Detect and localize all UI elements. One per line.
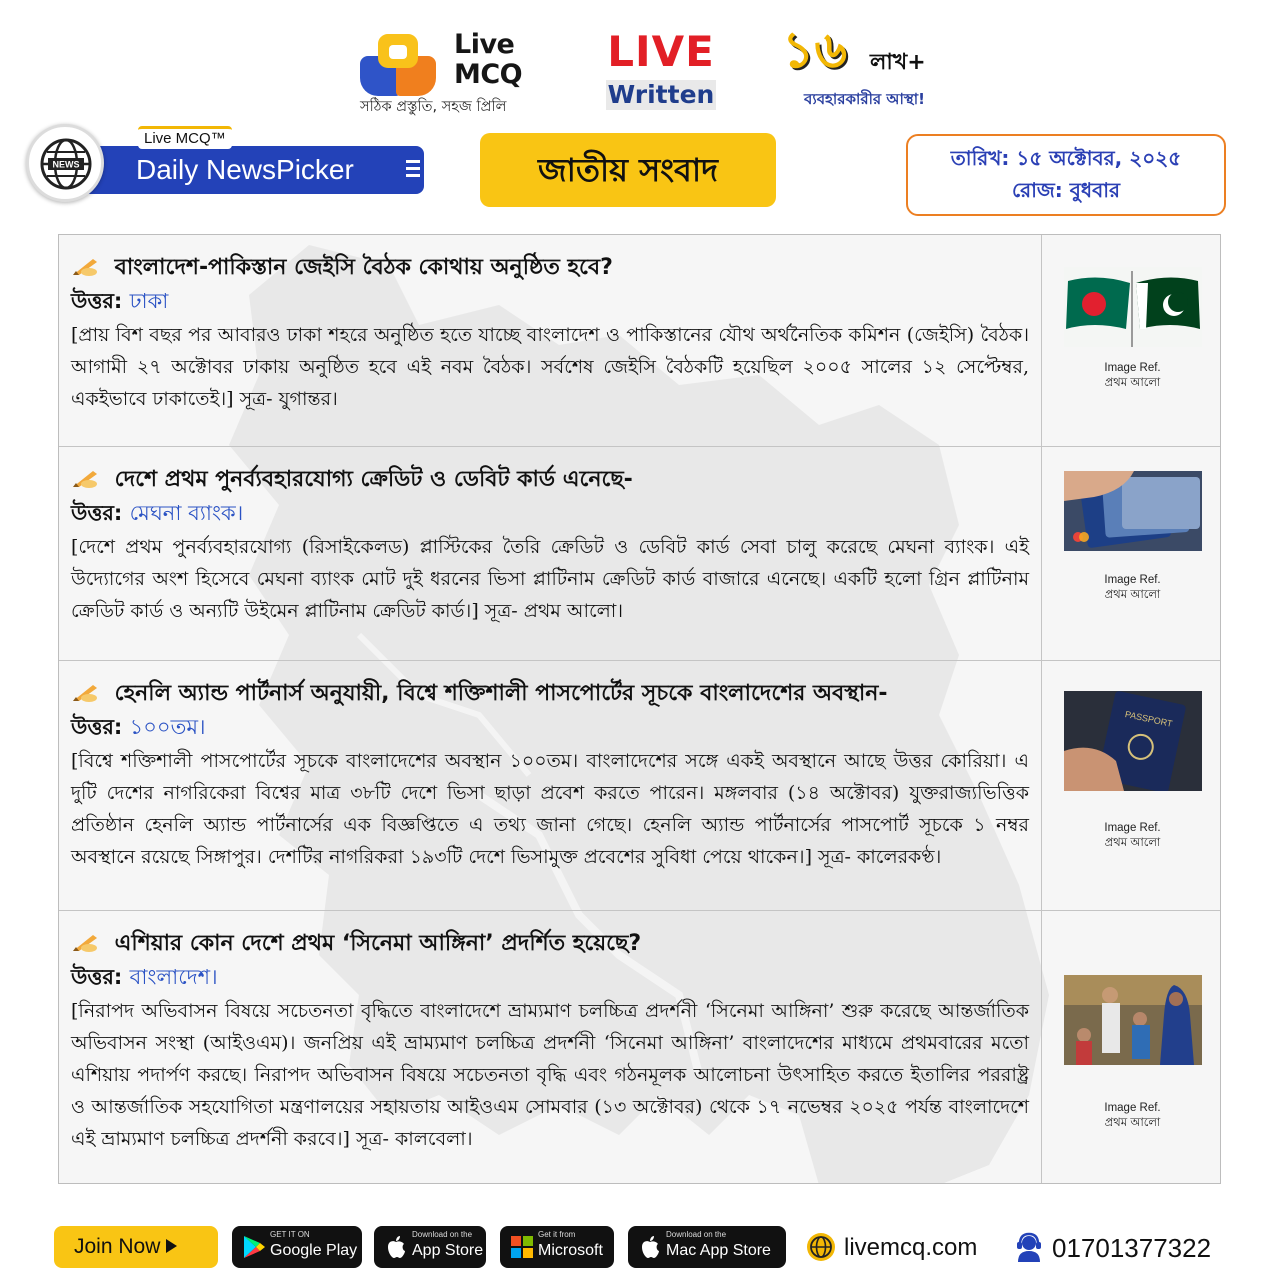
image-ref: Image Ref. প্রথম আলো bbox=[1104, 822, 1161, 849]
brand-logo bbox=[356, 28, 546, 118]
newspicker-title: Daily NewsPicker bbox=[136, 154, 354, 185]
image-ref: Image Ref. প্রথম আলো bbox=[1104, 362, 1161, 389]
website-link[interactable]: livemcq.com bbox=[806, 1228, 977, 1268]
news-question: দেশে প্রথম পুনর্ব্যবহারযোগ্য ক্রেডিট ও ডেবিট কার্ড এনেছে- bbox=[71, 463, 1029, 497]
cards-image bbox=[1064, 471, 1202, 551]
passport-cover-text: PASSPORT bbox=[1124, 709, 1174, 729]
user-count-subtitle: ব্যবহারকারীর আস্থা! bbox=[804, 90, 926, 108]
flags-image bbox=[1064, 267, 1202, 347]
brand-tagline: সঠিক প্রস্তুতি, সহজ প্রিলি bbox=[360, 99, 507, 115]
news-answer: উত্তর: ঢাকা bbox=[71, 289, 169, 313]
news-question: হেনলি অ্যান্ড পার্টনার্স অনুযায়ী, বিশ্বে শক্তিশালী পাসপোর্টের সূচকে বাংলাদেশের অবস্থান- bbox=[71, 677, 1029, 711]
news-item bbox=[59, 911, 1221, 1184]
play-arrow-icon bbox=[166, 1239, 177, 1253]
news-item bbox=[59, 661, 1221, 911]
news-question: বাংলাদেশ-পাকিস্তান জেইসি বৈঠক কোথায় অনুষ্ঠিত হবে? bbox=[71, 251, 1029, 285]
apple-icon bbox=[383, 1234, 409, 1260]
news-detail: [দেশে প্রথম পুনর্ব্যবহারযোগ্য (রিসাইকেলড) প্লাস্টিকের তৈরি ক্রেডিট ও ডেবিট কার্ড সেবা চালু করেছে মেঘনা ব্যাংক। এই উদ্যোগের অংশ হিসেবে মেঘনা ব্যাংক মোট দুই ধরনের ভিসা প্লাটিনাম ক্রেডিট কার্ড বাজারে এনেছে। একটি হলো গ্রিন প্লাটিনাম ক্রেডিট কার্ড ও অন্যটি উইমেন প্লাটিনাম ক্রেডিট কার্ড।] সূত্র- প্রথম আলো। bbox=[71, 536, 1029, 622]
writing-hand-icon bbox=[71, 467, 99, 489]
passport-image bbox=[1064, 691, 1202, 791]
live-written-badge bbox=[606, 27, 716, 112]
user-count-suffix: লাখ+ bbox=[870, 50, 926, 75]
phone-contact[interactable]: 01701377322 bbox=[1014, 1228, 1211, 1268]
writing-hand-icon bbox=[71, 681, 99, 703]
microsoft-icon bbox=[509, 1234, 535, 1260]
news-answer-value: মেঘনা ব্যাংক। bbox=[129, 501, 244, 525]
mac-app-store-button[interactable]: Download on the Mac App Store bbox=[628, 1226, 786, 1268]
image-ref: Image Ref. প্রথম আলো bbox=[1104, 574, 1161, 601]
google-play-icon bbox=[241, 1234, 267, 1260]
footer bbox=[0, 1222, 1280, 1272]
daily-newspicker-logo bbox=[26, 124, 406, 208]
news-question: এশিয়ার কোন দেশে প্রথম ‘সিনেমা আঙ্গিনা’ প্রদর্শিত হয়েছে? bbox=[71, 927, 1029, 961]
section-title: জাতীয় সংবাদ bbox=[480, 133, 776, 207]
date-box bbox=[906, 134, 1226, 216]
news-answer: উত্তর: বাংলাদেশ। bbox=[71, 965, 218, 989]
app-store-button[interactable]: Download on the App Store bbox=[374, 1226, 486, 1268]
livemcq-logo-icon bbox=[360, 34, 440, 96]
cinema-image bbox=[1064, 975, 1202, 1065]
writing-hand-icon bbox=[71, 931, 99, 953]
brand-name: Live MCQ bbox=[454, 29, 523, 90]
google-play-button[interactable]: GET IT ON Google Play bbox=[232, 1226, 362, 1268]
globe-news-text: NEWS bbox=[52, 159, 80, 170]
news-detail: [বিশ্বে শক্তিশালী পাসপোর্টের সূচকে বাংলাদেশের অবস্থান ১০০তম। বাংলাদেশের সঙ্গে একই অবস্থানে আছে উত্তর কোরিয়া। এ দুটি দেশের নাগরিকেরা বিশ্বের মাত্র ৩৮টি দেশে ভিসা ছাড়া প্রবেশ করতে পারেন। মঙ্গলবার (১৪ অক্টোবর) যুক্তরাজ্যভিত্তিক প্রতিষ্ঠান হেনলি অ্যান্ড পার্টনার্সের এক বিজ্ঞপ্তিতে এ তথ্য জানা গেছে। হেনলি অ্যান্ড পার্টনার্সের পাসপোর্ট সূচকে ১ নম্বর অবস্থানে রয়েছে সিঙ্গাপুর। দেশটির নাগরিকরা ১৯৩টি দেশে ভিসামুক্ত প্রবেশের সুবিধা পেয়ে থাকেন।] সূত্র- কালেরকণ্ঠ। bbox=[71, 750, 1029, 868]
news-answer: উত্তর: ১০০তম। bbox=[71, 715, 206, 739]
news-detail: [প্রায় বিশ বছর পর আবারও ঢাকা শহরে অনুষ্ঠিত হতে যাচ্ছে বাংলাদেশ ও পাকিস্তানের যৌথ অর্থনৈতিক কমিশন (জেইসি) বৈঠক। আগামী ২৭ অক্টোবর ঢাকায় অনুষ্ঠিত হবে এই নবম বৈঠক। সর্বশেষ জেইসি বৈঠকটি হয়েছিল ২০০৫ সালের ১২ সেপ্টেম্বর, একইভাবে ঢাকাতেই।] সূত্র- যুগান্তর। bbox=[71, 324, 1029, 410]
support-agent-icon bbox=[1014, 1232, 1044, 1264]
news-detail: [নিরাপদ অভিবাসন বিষয়ে সচেতনতা বৃদ্ধিতে বাংলাদেশে ভ্রাম্যমাণ চলচ্চিত্র প্রদর্শনী ‘সিনেমা আঙ্গিনা’ শুরু করেছে আন্তর্জাতিক অভিবাসন সংস্থা (আইওএম)। জনপ্রিয় এই ভ্রাম্যমাণ চলচ্চিত্র প্রদর্শনী ‘সিনেমা আঙ্গিনা’ বাংলাদেশের মাধ্যমে প্রথমবারের মতো এশিয়ায় পদার্পণ করছে। নিরাপদ অভিবাসন বিষয়ে সচেতনতা বৃদ্ধি এবং গঠনমূলক আলোচনা উৎসাহিত করতে ইতালির পররাষ্ট্র ও আন্তর্জাতিক সহযোগিতা মন্ত্রণালয়ের সহায়তায় আইওএম সোমবার (১৩ অক্টোবর) থেকে ১৭ নভেম্বর ২০২৫ পর্যন্ত বাংলাদেশে এই ভ্রাম্যমাণ চলচ্চিত্র প্রদর্শনী করবে।] সূত্র- কালবেলা। bbox=[71, 1000, 1029, 1150]
user-count-badge bbox=[782, 21, 972, 114]
news-answer-value: ঢাকা bbox=[129, 289, 169, 313]
news-table bbox=[58, 234, 1221, 1184]
news-item bbox=[59, 447, 1221, 661]
news-globe-icon bbox=[26, 124, 104, 202]
globe-icon bbox=[806, 1232, 836, 1262]
news-answer-value: বাংলাদেশ। bbox=[129, 965, 218, 989]
join-now-button[interactable]: Join Now bbox=[54, 1226, 218, 1268]
newspicker-bar bbox=[84, 146, 424, 194]
day-line: রোজ: বুধবার bbox=[1011, 178, 1121, 202]
newspicker-tm-label: Live MCQ™ bbox=[138, 126, 232, 149]
date-line: তারিখ: ১৫ অক্টোবর, ২০২৫ bbox=[950, 146, 1182, 170]
menu-lines-icon bbox=[406, 160, 420, 181]
microsoft-store-button[interactable]: Get it from Microsoft bbox=[500, 1226, 614, 1268]
news-answer: উত্তর: মেঘনা ব্যাংক। bbox=[71, 501, 244, 525]
user-count-number: ১৬ bbox=[782, 21, 847, 79]
writing-hand-icon bbox=[71, 255, 99, 277]
apple-icon bbox=[637, 1234, 663, 1260]
written-label: Written bbox=[607, 80, 715, 109]
image-ref: Image Ref. প্রথম আলো bbox=[1104, 1102, 1161, 1129]
live-label: LIVE bbox=[607, 27, 715, 76]
news-item bbox=[59, 235, 1221, 447]
news-answer-value: ১০০তম। bbox=[129, 715, 206, 739]
